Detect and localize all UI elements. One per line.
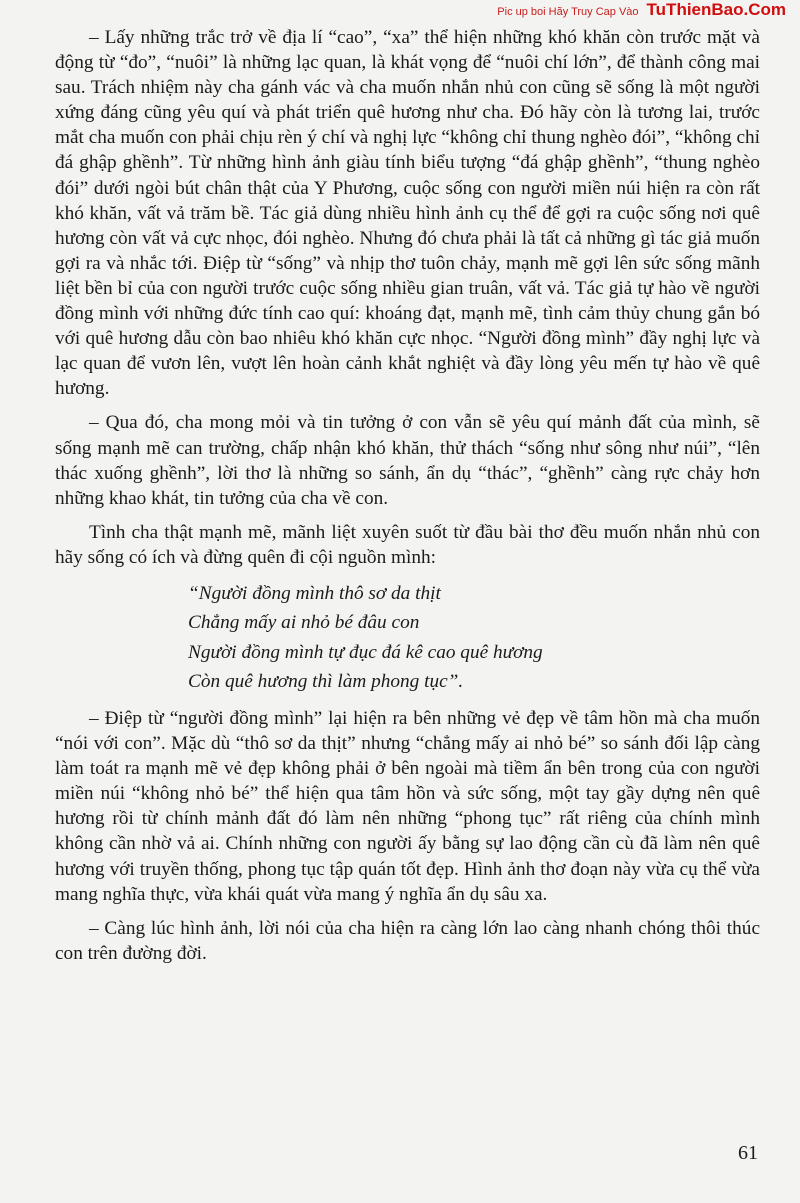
poem-line-4: Còn quê hương thì làm phong tục”. [188, 671, 464, 693]
watermark-note: Pic up boi Hãy Truy Cap Vào [497, 6, 639, 18]
paragraph-4: – Điệp từ “người đồng mình” lại hiện ra bên những vẻ đẹp về tâm hồn mà cha muốn “nói với con”. Mặc dù “thô sơ da thịt” nhưng “chẳng mấy ai nhỏ bé” so sánh đối lập càng làm toát ra mạnh mẽ vẻ đẹp không phải ở bên ngoài mà tiềm ẩn bên trong của con người miền núi “không nhỏ bé” thể hiện qua tâm hồn và sức sống, một tay gầy dựng nên quê hương rồi từ chính mảnh đất đó làm nên những “phong tục” rất riêng của chính mình không cần nhờ vả ai. Chính những con người ấy bằng sự lao động cần cù đã làm nên quê hương với truyền thống, phong tục tập quán tốt đẹp. Hình ảnh thơ đoạn này vừa cụ thể vừa mang nghĩa thực, vừa khái quát vừa mang ý nghĩa ẩn dụ sâu xa. [55, 707, 760, 905]
poem-quote [188, 579, 760, 697]
paragraph-3: Tình cha thật mạnh mẽ, mãnh liệt xuyên suốt từ đầu bài thơ đều muốn nhắn nhủ con hãy sống có ích và đừng quên đi cội nguồn mình: [55, 521, 760, 568]
paragraph-2: – Qua đó, cha mong mỏi và tin tưởng ở con vẫn sẽ yêu quí mảnh đất của mình, sẽ sống mạnh mẽ can trường, chấp nhận khó khăn, thử thách “sống như sông như núi”, “lên thác xuống ghềnh”, lời thơ là những so sánh, ẩn dụ “thác”, “ghềnh” càng rực chảy hơn những khao khát, tin tưởng của cha về con. [55, 412, 760, 509]
paragraph-1: – Lấy những trắc trở về địa lí “cao”, “xa” thể hiện những khó khăn còn trước mặt và động từ “đo”, “nuôi” là những lạc quan, là khát vọng để “nuôi chí lớn”, để thành công mai sau. Trách nhiệm này cha gánh vác và cha muốn nhắn nhủ con cũng sẽ sống là một người xứng đáng cũng yêu quí và phát triển quê hương như cha. Đó hãy còn là tương lai, trước mắt cha muốn con phải chịu rèn ý chí và nghị lực “không chỉ thung nghèo đói”, “không chỉ đá ghập ghềnh”. Từ những hình ảnh giàu tính biểu tượng “đá ghập ghềnh”, “thung nghèo đói” dưới ngòi bút chân thật của Y Phương, cuộc sống con người miền núi hiện ra còn rất khó khăn, vất vả trăm bề. Tác giả dùng nhiều hình ảnh cụ thể để gợi ra cuộc sống nơi quê hương còn vất vả cực nhọc, đói nghèo. Nhưng đó chưa phải là tất cả những gì tác giả muốn gợi ra và nhắc tới. Điệp từ “sống” và nhịp thơ tuôn chảy, mạnh mẽ gợi lên sức sống mãnh liệt bền bỉ của con người trước cuộc sống nhiều gian truân, vất vả. Tác giả tự hào về người đồng mình với những đức tính cao quí: khoáng đạt, mạnh mẽ, tình cảm thủy chung gắn bó với quê hương dẫu còn bao nhiêu khó khăn cực nhọc. “Người đồng mình” đầy nghị lực và lạc quan để vươn lên, vượt lên hoàn cảnh khắt nghiệt và đầy lòng yêu mến tự hào về quê hương. [55, 27, 760, 400]
watermark-brand: TuThienBao.Com [646, 0, 786, 19]
watermark-header [497, 0, 786, 18]
page-number: 61 [738, 1142, 758, 1164]
paragraph-5: – Càng lúc hình ảnh, lời nói của cha hiện ra càng lớn lao càng nhanh chóng thôi thúc con trên đường đời. [55, 917, 760, 964]
poem-line-2: Chẳng mấy ai nhỏ bé đâu con [188, 612, 420, 634]
poem-line-3: Người đồng mình tự đục đá kê cao quê hương [188, 641, 543, 663]
page-body [55, 25, 760, 975]
poem-line-1: “Người đồng mình thô sơ da thịt [188, 582, 441, 604]
